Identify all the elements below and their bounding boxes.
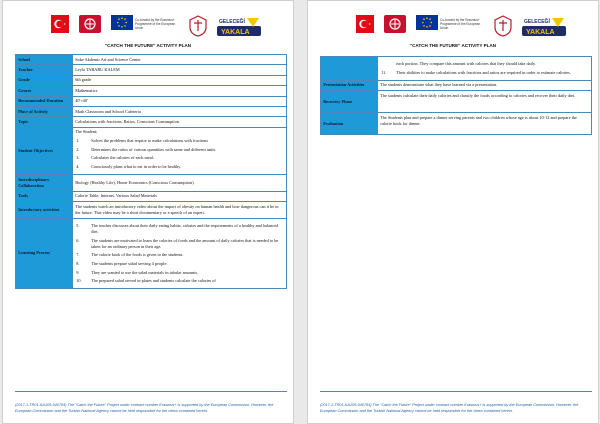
- gelecegi-yakala-icon: [522, 15, 566, 37]
- table-row: [16, 65, 287, 75]
- item-number: 7.: [76, 252, 80, 258]
- row-label: School: [16, 55, 73, 65]
- table-row: [16, 86, 287, 96]
- row-value: 40'+40': [73, 96, 287, 106]
- eu-flag-logo: [111, 15, 133, 33]
- item-number: [380, 61, 396, 67]
- row-value: Calculations with fractions, Ratios, Conscious Consumption: [73, 117, 287, 127]
- list-item: [75, 147, 284, 153]
- item-text: The prepared salad served in plates and students calculate the calories of: [91, 278, 216, 284]
- table-row: [16, 175, 287, 192]
- row-label: Student Objectives: [16, 127, 73, 174]
- svg-text:YAKALA: YAKALA: [221, 29, 250, 36]
- learning-list-continued: [380, 61, 589, 76]
- table-row: [16, 117, 287, 127]
- eu-flag-logo: [416, 15, 438, 33]
- national-agency-logo: [79, 15, 101, 33]
- list-item: [75, 270, 284, 276]
- row-value: Mathematics: [73, 86, 287, 96]
- row-label: Learning Process: [16, 218, 73, 289]
- document-page-1: [2, 0, 294, 424]
- school-emblem-logo: [494, 15, 512, 37]
- item-text: The calorie book of the foods is given to the students.: [91, 252, 184, 258]
- item-number: 1.: [76, 138, 80, 144]
- row-label: Evaluation: [321, 113, 378, 135]
- row-value: The students demonstrate what they have learned via a presentation.: [378, 80, 592, 90]
- document-page-2: [307, 0, 599, 424]
- row-value: 6th grade: [73, 75, 287, 85]
- learning-cell: [73, 218, 287, 289]
- item-text: Determines the ratios of various quantities with same and different units.: [91, 146, 217, 152]
- row-label-blank: [321, 57, 378, 81]
- row-label: Interdisciplinary Collaboration: [16, 175, 73, 192]
- row-value: The students watch an introductory video about the impact of obesity on human health and how dangerous can it be in the future. This video may be a short documentary or a speech of an expert.: [73, 202, 287, 219]
- table-row: [16, 191, 287, 201]
- gelecegi-yakala-logo: [217, 15, 261, 37]
- row-value: The students calculate their daily calories and classify the foods according to calories and recover their daily diet.: [378, 91, 592, 113]
- item-number: 6.: [76, 237, 80, 243]
- page-footer: (2017-1-TR01-KA105-045784) The "Catch the Future" Project under contract number Erasmus+ is supported by the European Commission. However, the European Commission and the Turkish National Agency cannot be held responsible for the views contained herein.: [320, 402, 579, 413]
- list-item: [75, 138, 284, 144]
- list-item: [75, 155, 284, 161]
- row-label: Introductory activities: [16, 202, 73, 219]
- eu-logo-caption: Co-funded by the Erasmus+ Programme of the European Union: [135, 18, 176, 31]
- table-row: [16, 55, 287, 65]
- row-label: Presentation Activities: [321, 80, 378, 90]
- row-value: Math Classroom and School Cafeteria: [73, 107, 287, 117]
- item-number: 8.: [76, 260, 80, 266]
- eu-logo-caption: Co-funded by the Erasmus+ Programme of the European Union: [440, 18, 481, 31]
- table-row: [321, 91, 592, 113]
- svg-text:YAKALA: YAKALA: [526, 29, 555, 36]
- table-row-learning: [16, 218, 287, 289]
- item-text: Calculates the calories of each meal.: [91, 155, 154, 161]
- row-label: Recovery Phase: [321, 91, 378, 113]
- svg-text:GELECEĞİ: GELECEĞİ: [219, 19, 245, 25]
- row-value: Biology (Healthy Life), Home Economics (Conscious Consumption): [73, 175, 287, 192]
- list-item: [380, 61, 589, 67]
- item-text: The teacher discusses about their daily eating habits, calories and the requirements of a healthy and balanced diet.: [91, 222, 279, 234]
- item-text: They are wanted to use the salad materials in tabular amounts.: [91, 269, 199, 275]
- item-number: 10.: [76, 278, 82, 284]
- item-number: 2.: [76, 146, 80, 152]
- item-text: each portion. They compare this amount with calories that they should take daily.: [396, 60, 536, 66]
- row-value: The Students plan and prepare a dinner serving parents and two children whose age is about 10-12 and prepare the calorie book for dinner.: [378, 113, 592, 135]
- table-row: [321, 80, 592, 90]
- item-number: 3.: [76, 155, 80, 161]
- row-label: Recommended Duration: [16, 96, 73, 106]
- objectives-intro: The Student;: [75, 129, 98, 135]
- learning-cell-continued: [378, 57, 592, 81]
- objectives-list: [75, 138, 284, 170]
- page-footer: (2017-1-TR01-KA105-045784) The "Catch the Future" Project under contract number Erasmus+ is supported by the European Commission. However, the European Commission and the Turkish National Agency cannot be held responsible for the views contained herein.: [15, 402, 274, 413]
- activity-plan-table: [15, 54, 287, 289]
- list-item: [380, 70, 589, 76]
- table-row: [321, 113, 592, 135]
- row-label: Grade: [16, 75, 73, 85]
- list-item: [75, 278, 284, 284]
- gelecegi-yakala-icon: [217, 15, 261, 37]
- item-text: The students are motivated to learn the calories of foods and the amount of daily calories that is needed to be taken for an ordinary person in their age.: [91, 237, 279, 249]
- row-value: Leyla TABARU KALEM: [73, 65, 287, 75]
- table-row-learning-continued: [321, 57, 592, 81]
- item-text: Consciously plans what to eat in order to be healthy.: [91, 163, 182, 169]
- row-label: Tools: [16, 191, 73, 201]
- row-value: Calorie Table, Internet, Various Salad Materials: [73, 191, 287, 201]
- objectives-cell: [73, 127, 287, 174]
- table-row: [16, 96, 287, 106]
- list-item: [75, 223, 284, 235]
- footer-divider: [15, 391, 287, 392]
- item-number: 4.: [76, 163, 80, 169]
- row-value: Soke Akdemir Art and Science Center: [73, 55, 287, 65]
- list-item: [75, 238, 284, 250]
- row-label: Place of Activity: [16, 107, 73, 117]
- list-item: [75, 164, 284, 170]
- turkish-flag-logo: [356, 15, 374, 33]
- list-item: [75, 252, 284, 258]
- table-row: [16, 107, 287, 117]
- table-row: [16, 202, 287, 219]
- table-row: [16, 75, 287, 85]
- logo-strip: [3, 15, 293, 41]
- activity-plan-table-continued: [320, 56, 592, 135]
- table-row-objectives: [16, 127, 287, 174]
- gelecegi-yakala-logo: [522, 15, 566, 37]
- page-title: "CATCH THE FUTURE" ACTIVITY PLAN: [104, 43, 192, 48]
- turkish-flag-logo: [51, 15, 69, 33]
- row-label: Course: [16, 86, 73, 96]
- national-agency-logo: [384, 15, 406, 33]
- svg-text:GELECEĞİ: GELECEĞİ: [524, 19, 550, 25]
- row-label: Topic: [16, 117, 73, 127]
- item-text: Solves the problems that require to make calculations with fractions: [91, 138, 209, 144]
- list-item: [75, 261, 284, 267]
- logo-strip: [308, 15, 598, 41]
- item-text: Their abilities to make calculations with fractions and ratios are required in order to estimate calories.: [396, 69, 571, 75]
- footer-divider: [320, 391, 592, 392]
- learning-list: [75, 223, 284, 285]
- item-number: 5.: [76, 222, 80, 228]
- item-number: 11.: [381, 69, 387, 75]
- row-label: Teacher: [16, 65, 73, 75]
- school-emblem-logo: [189, 15, 207, 37]
- item-number: 9.: [76, 269, 80, 275]
- item-text: The students prepare salad serving 4 people.: [91, 260, 168, 266]
- page-title: "CATCH THE FUTURE" ACTIVITY PLAN: [409, 43, 497, 48]
